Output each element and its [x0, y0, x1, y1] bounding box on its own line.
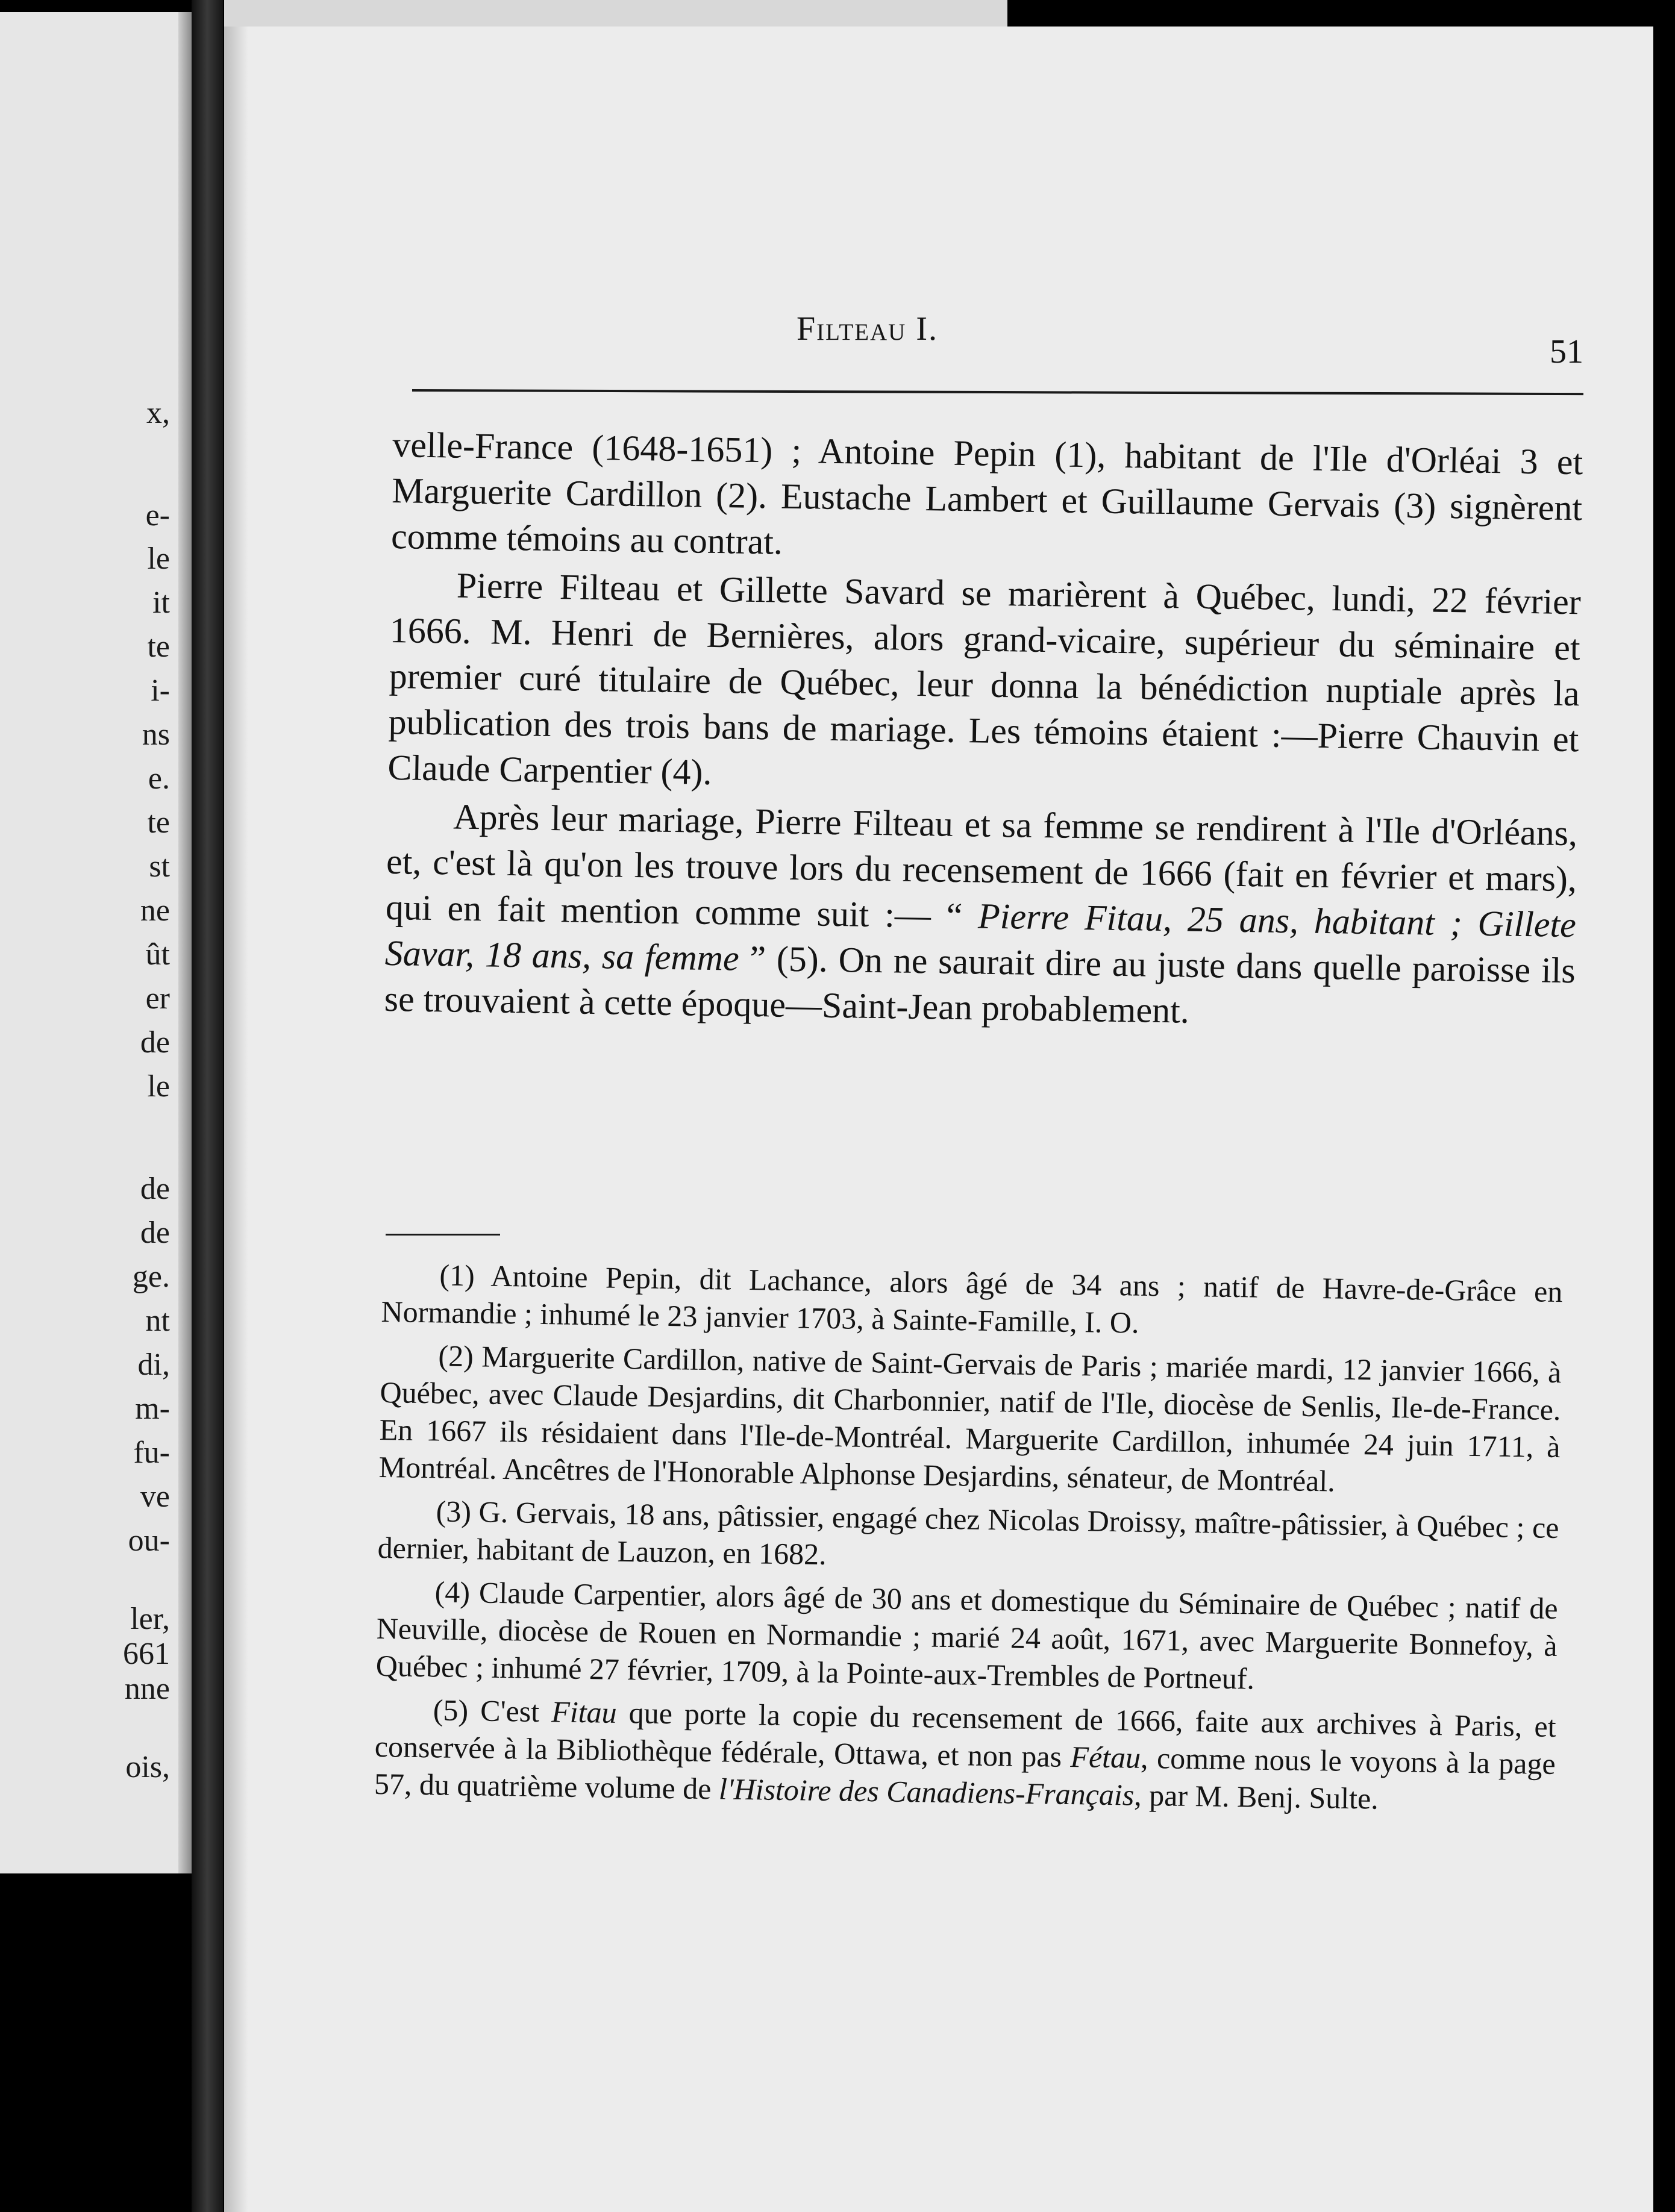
left-page-fragment: e. — [148, 761, 170, 796]
left-page-fragment: ve — [140, 1479, 170, 1514]
footnote-1: (1) Antoine Pepin, dit Lachance, alors âgé de 34 ans ; natif de Havre-de-Grâce en Normandie ; inhumé le 23 janvier 1703, à Sainte-Famille, I. O. — [381, 1258, 1563, 1340]
paragraph-2: Pierre Filteau et Gillette Savard se marièrent à Québec, lundi, 22 février 1666. M. Henri de Bernières, alors grand-vicaire, supérieur du séminaire et premier curé titulaire de Québec, leur donna la bénédiction nuptiale après la publication des trois bans de mariage. Les témoins étaient :—Pierre Chauvin et Claude Carpentier (4). — [387, 565, 1582, 792]
left-page-fragment: le — [147, 542, 170, 576]
book-spine — [192, 0, 223, 2212]
footnote-5-text-c: , comme nous le voyons à la page 57, du quatrième volume de — [374, 1740, 1556, 1806]
left-page-fragment: x, — [146, 396, 170, 430]
paragraph-1: velle-France (1648-1651) ; Antoine Pepin (1), habitant de l'Ile d'Orléai 3 et Marguerite Cardillon (2). Eustache Lambert et Guillaume Gervais (3) signèrent comme témoins au contrat. — [390, 424, 1583, 562]
footnote-4: (4) Claude Carpentier, alors âgé de 30 ans et domestique du Séminaire de Québec ; natif de Neuville, diocèse de Rouen en Normandie ; marié 24 août, 1671, avec Marguerite Bonnefoy, à Québec ; inhumé 27 février, 1709, à la Pointe-aux-Trembles de Portneuf. — [375, 1575, 1558, 1696]
left-page-fragment: nt — [145, 1304, 170, 1338]
left-page-fragment: ou- — [128, 1523, 170, 1558]
header-rule — [412, 389, 1583, 395]
left-page-fragment: de — [140, 1025, 170, 1060]
left-page — [0, 12, 192, 1873]
footnote-2: (2) Marguerite Cardillon, native de Saint-Gervais de Paris ; mariée mardi, 12 janvier 1666, à Québec, avec Claude Desjardins, dit Charbonnier, natif de l'Ile, diocèse de Senlis, Ile-de-France. En 1667 ils résidaient dans l'Ile-de-Montréal. Marguerite Cardillon, inhumée 24 juin 1711, à Montréal. Ancêtres de l'Honorable Alphonse Desjardins, sénateur, de Montréal. — [378, 1339, 1562, 1498]
left-page-fragment: ne — [140, 893, 170, 928]
top-page-strip — [224, 0, 1007, 27]
left-page-fragment: i- — [151, 673, 170, 708]
left-page-fragment: te — [147, 805, 170, 840]
paragraph-3 — [384, 793, 1577, 1039]
left-page-fragment: di, — [137, 1348, 170, 1382]
footnote-5-text-b: que porte la copie du recensement de 1666, faite aux archives à Paris, et conservée à la Bibliothèque fédérale, Ottawa, et non pas — [374, 1695, 1557, 1774]
paragraph-3-text-b: ” (5). On ne saurait dire au juste dans quelle paroisse ils se trouvaient à cette époque—Saint-Jean probablement. — [384, 938, 1576, 1031]
main-text — [384, 422, 1583, 1039]
left-page-fragment: er — [145, 981, 170, 1016]
left-page-fragment: nne — [124, 1672, 170, 1706]
left-page-fragment: fu- — [133, 1436, 170, 1470]
left-page-fragment: it — [152, 586, 170, 620]
left-page-fragment: ge. — [132, 1260, 170, 1294]
page-shade — [224, 27, 248, 2212]
running-title: Filteau I. — [797, 310, 938, 348]
paragraph-3-census-quote: Pierre Fitau, 25 ans, habitant ; Gillete Savar, 18 ans, sa femme — [384, 896, 1577, 978]
footnote-3: (3) G. Gervais, 18 ans, pâtissier, engagé chez Nicolas Droissy, maître-pâtissier, à Québec ; ce dernier, habitant de Lauzon, en 1682. — [377, 1494, 1559, 1571]
footnote-5-italic-book-title: l'Histoire des Canadiens-Français — [718, 1772, 1135, 1812]
footnote-5 — [374, 1690, 1557, 1820]
left-page-fragment: st — [149, 849, 170, 884]
left-page-fragment: e- — [145, 498, 170, 533]
left-page-fragment: te — [147, 630, 170, 664]
left-page-fragment: ois, — [125, 1750, 170, 1784]
left-page-fragment: le — [147, 1069, 170, 1104]
left-page-fragment: ler, — [130, 1602, 170, 1636]
footnote-5-italic-fitau: Fitau — [551, 1695, 618, 1729]
footnote-5-text-d: , par M. Benj. Sulte. — [1133, 1778, 1379, 1816]
page-number: 51 — [1550, 333, 1583, 370]
left-page-fragment: ns — [142, 717, 170, 752]
left-page-fragment: m- — [135, 1392, 170, 1426]
left-page-edge — [178, 12, 192, 1873]
left-page-fragment: de — [140, 1172, 170, 1206]
left-page-fragment: de — [140, 1216, 170, 1250]
footnote-5-italic-fetau: Fétau — [1070, 1740, 1141, 1775]
footnotes — [374, 1255, 1562, 1826]
paragraph-3-text-a: Après leur mariage, Pierre Filteau et sa femme se rendirent à l'Ile d'Orléans, et, c'est là qu'on les trouve lors du recensement de 1666 (fait en février et mars), qui en fait mention comme suit :— “ — [385, 796, 1578, 936]
left-page-fragment: ût — [145, 937, 170, 972]
right-page — [224, 27, 1653, 2212]
footnote-rule — [386, 1234, 500, 1236]
left-page-fragment: 661 — [123, 1637, 170, 1671]
footnote-5-text-a: (5) C'est — [433, 1693, 552, 1729]
